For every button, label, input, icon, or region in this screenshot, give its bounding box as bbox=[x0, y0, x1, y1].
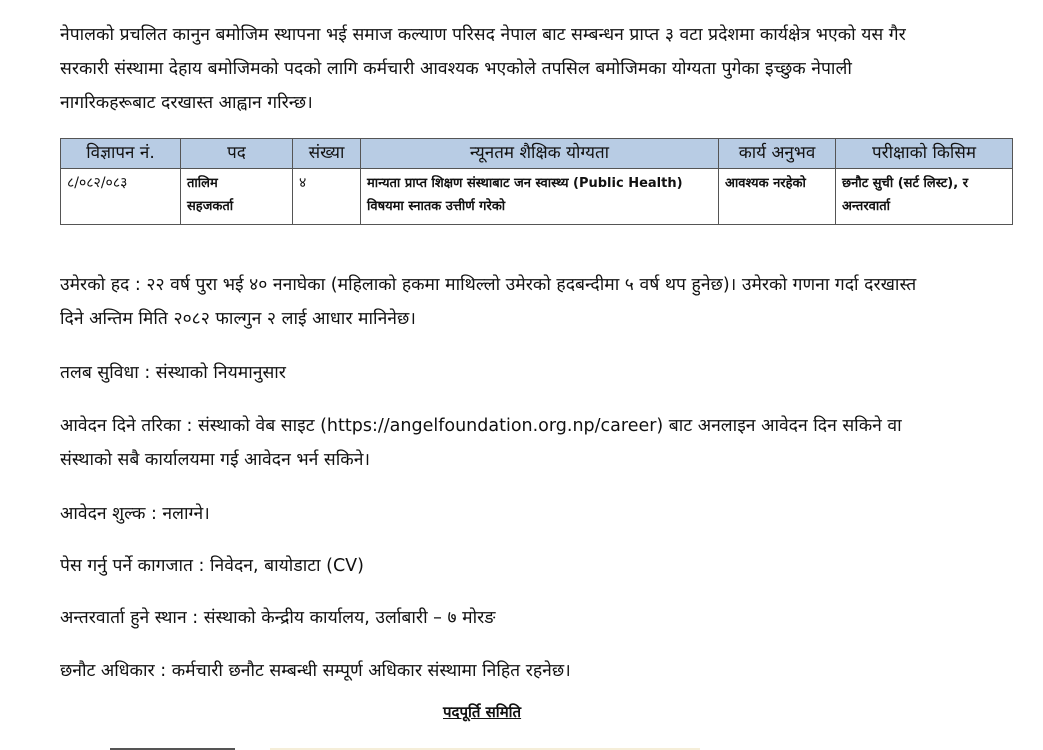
application-method-text: आवेदन दिने तरिका : संस्थाको वेब साइट (https://angelfoundation.org.np/career) बाट अनलाइन आवेदन दिन सकिने वा संस्थाको सबै कार्यालयमा गई आवेदन भर्न सकिने। bbox=[60, 416, 902, 470]
header-qualification: न्यूनतम शैक्षिक योग्यता bbox=[361, 139, 719, 169]
vacancy-table bbox=[60, 138, 1013, 225]
cell-experience: आवश्यक नरहेको bbox=[719, 169, 836, 225]
selection-authority-text: छनौट अधिकार : कर्मचारी छनौट सम्बन्धी सम्पूर्ण अधिकार संस्थामा निहित रहनेछ। bbox=[60, 661, 571, 681]
header-position: पद bbox=[181, 139, 293, 169]
intro-paragraph: नेपालको प्रचलित कानुन बमोजिम स्थापना भई समाज कल्याण परिसद नेपाल बाट सम्बन्धन प्राप्त ३ वटा प्रदेशमा कार्यक्षेत्र भएको यस गैर सरकारी संस्थामा देहाय बमोजिमको पदको लागि कर्मचारी आवश्यक भएकोले तपसिल बमोजिमका योग्यता पुगेका इच्छुक नेपाली नागरिकहरूबाट दरखास्त आह्वान गरिन्छ। bbox=[60, 25, 906, 113]
cell-qualification: मान्यता प्राप्त शिक्षण संस्थाबाट जन स्वास्थ्य (Public Health) विषयमा स्नातक उत्तीर्ण गरेको bbox=[361, 169, 719, 225]
signature-title: पदपूर्ति समिति bbox=[443, 703, 522, 721]
cell-exam-type: छनौट सुची (सर्ट लिस्ट), र अन्तरवार्ता bbox=[836, 169, 1013, 225]
cell-count: ४ bbox=[293, 169, 361, 225]
cell-ad-no: ८/०८२/०८३ bbox=[61, 169, 181, 225]
header-experience: कार्य अनुभव bbox=[719, 139, 836, 169]
interview-location-text: अन्तरवार्ता हुने स्थान : संस्थाको केन्द्रीय कार्यालय, उर्लाबारी – ७ मोरङ bbox=[60, 608, 496, 628]
header-exam-type: परीक्षाको किसिम bbox=[836, 139, 1013, 169]
application-fee-text: आवेदन शुल्क : नलाग्ने। bbox=[60, 504, 210, 524]
header-count: संख्या bbox=[293, 139, 361, 169]
header-ad-no: विज्ञापन नं. bbox=[61, 139, 181, 169]
documents-text: पेस गर्नु पर्ने कागजात : निवेदन, बायोडाटा (CV) bbox=[60, 556, 364, 576]
table-row bbox=[61, 169, 1013, 225]
salary-text: तलब सुविधा : संस्थाको नियमानुसार bbox=[60, 363, 286, 383]
table-header-row bbox=[61, 139, 1013, 169]
age-limit-text: उमेरको हद : २२ वर्ष पुरा भई ४० ननाघेका (महिलाको हकमा माथिल्लो उमेरको हदबन्दीमा ५ वर्ष थप हुनेछ)। उमेरको गणना गर्दा दरखास्त दिने अन्तिम मिति २०८२ फाल्गुन २ लाई आधार मानिनेछ। bbox=[60, 275, 917, 329]
cell-position: तालिम सहजकर्ता bbox=[181, 169, 293, 225]
